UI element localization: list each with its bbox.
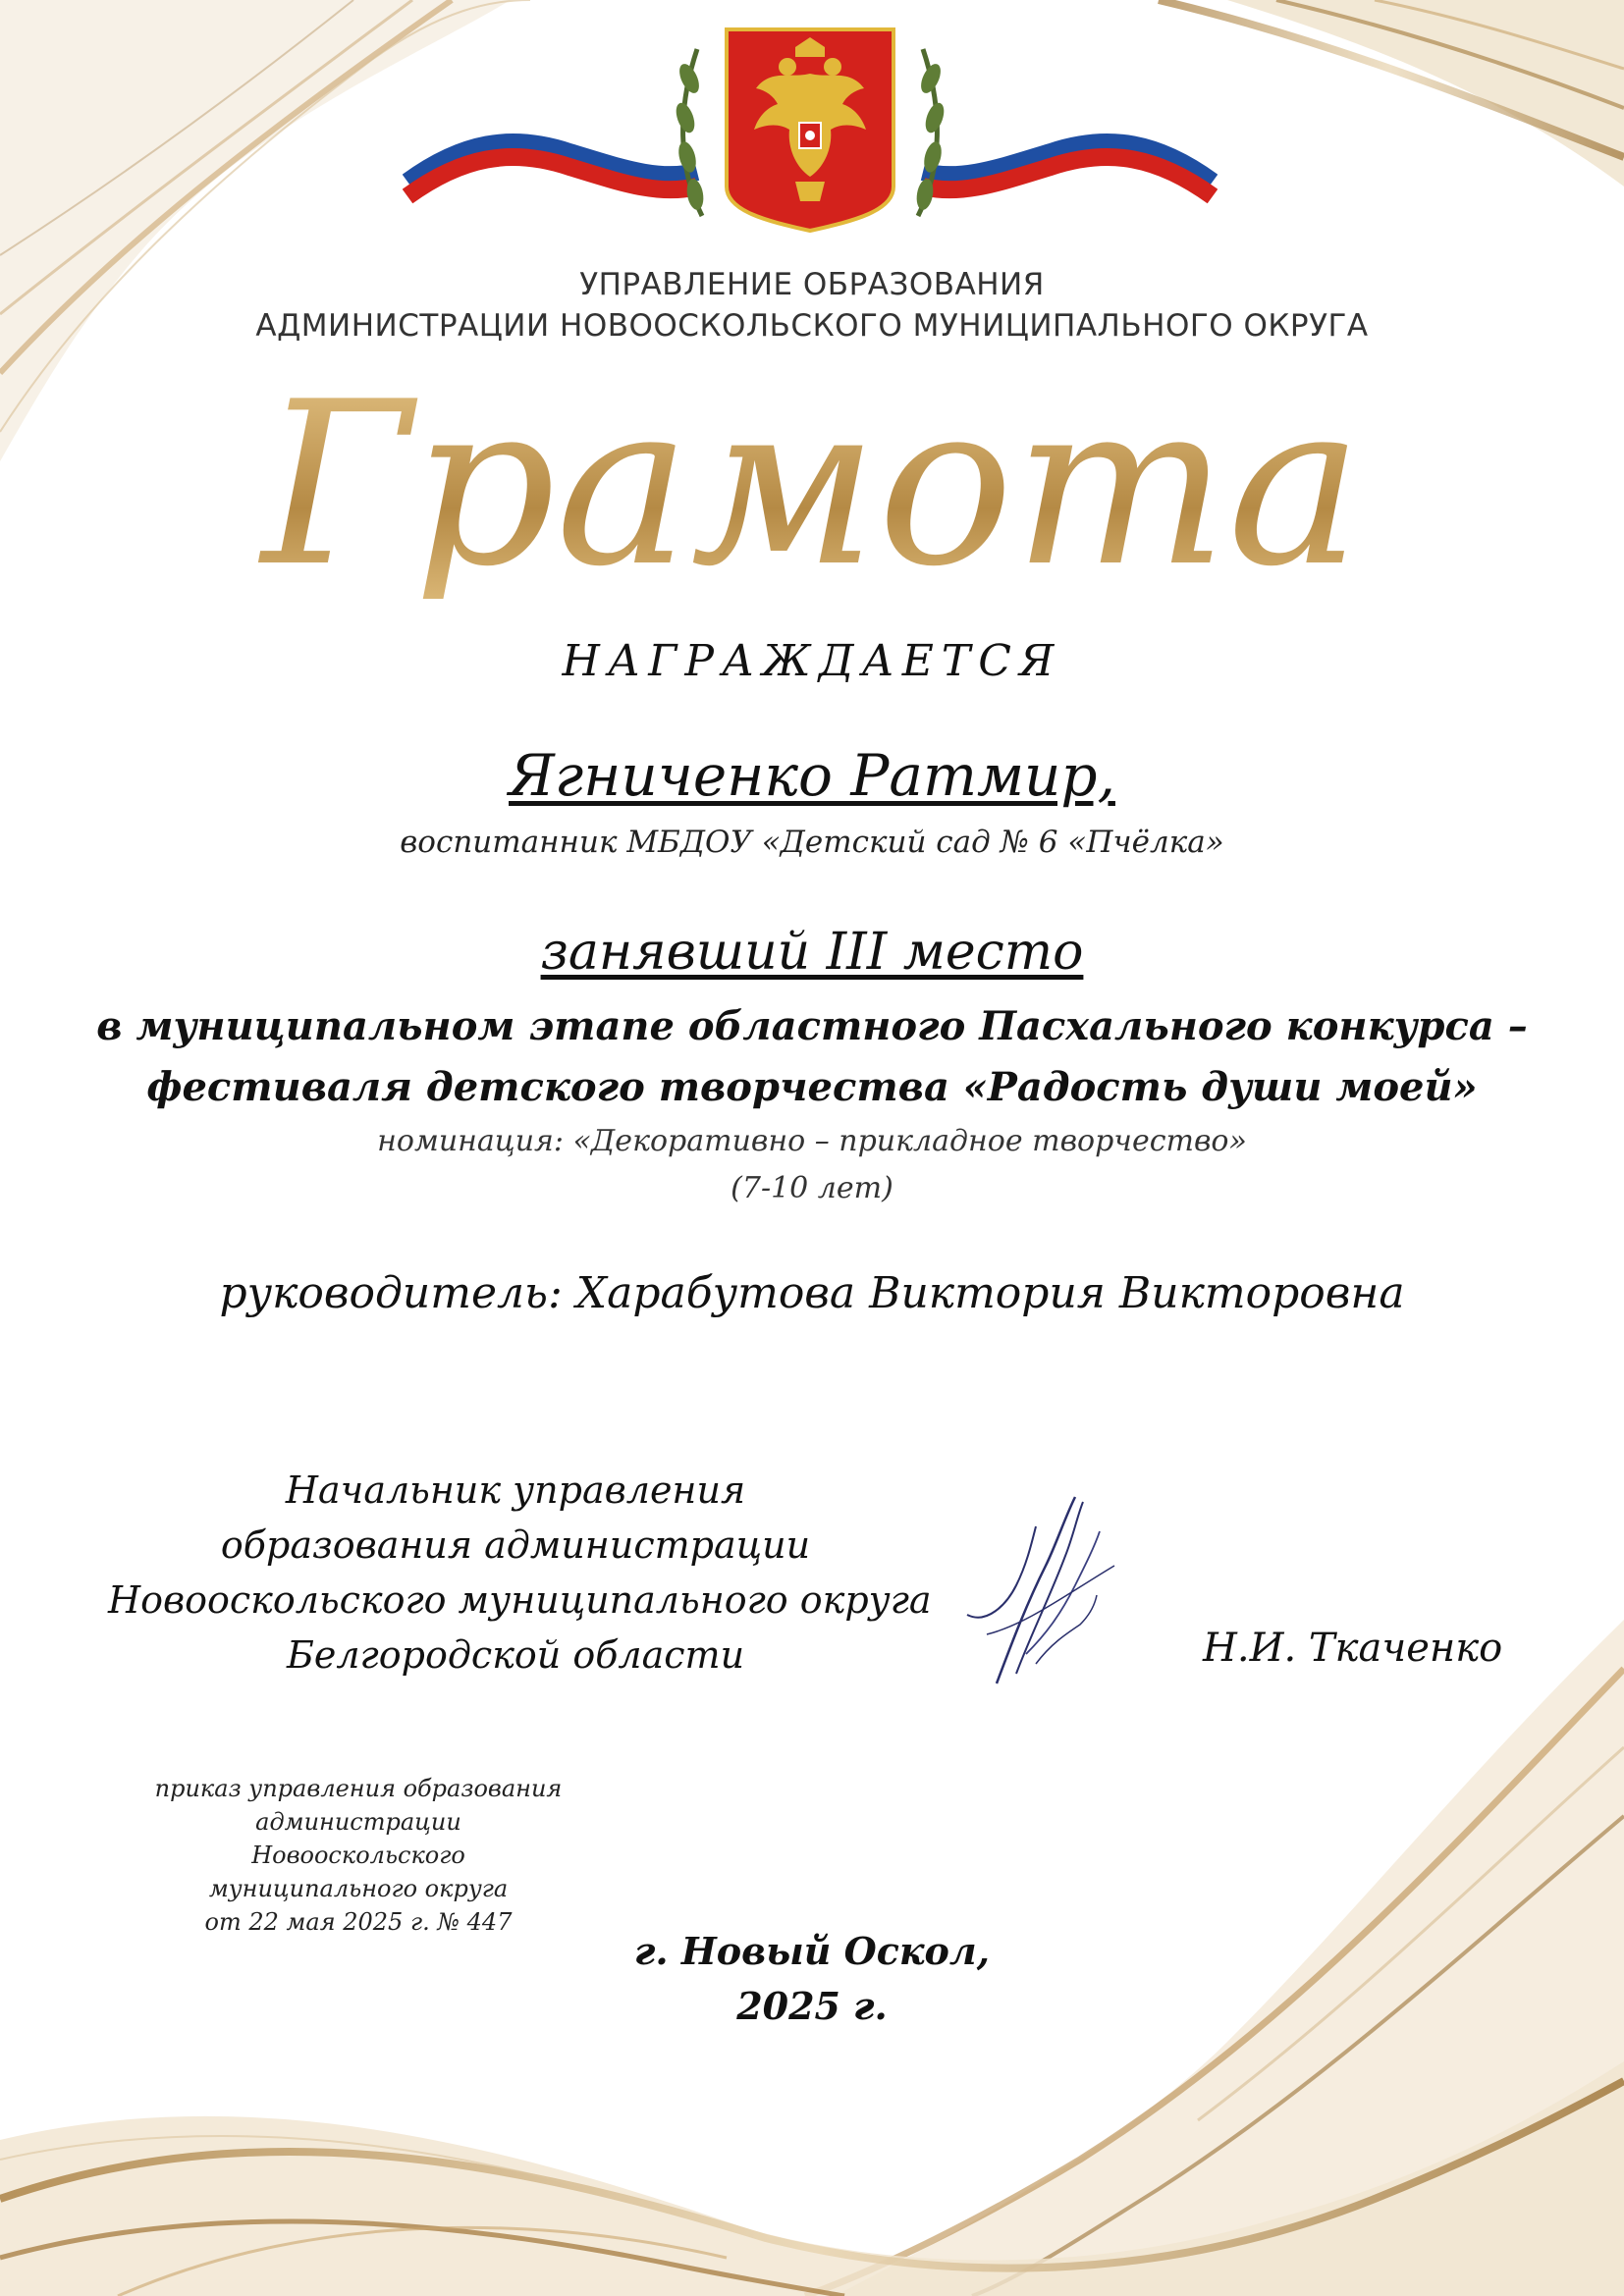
- signatory-position: [108, 1463, 932, 1682]
- recipient-name: Ягниченко Ратмир,: [509, 742, 1115, 809]
- order-line: администрации Новооскольского: [251, 1808, 465, 1869]
- age-group-text: (7-10 лет): [731, 1171, 893, 1205]
- order-line: от 22 мая 2025 г. № 447: [204, 1908, 513, 1936]
- order-reference: [147, 1772, 569, 1939]
- certificate-title: Грамота: [0, 373, 1624, 599]
- org-line-1: УПРАВЛЕНИЕ ОБРАЗОВАНИЯ: [579, 267, 1045, 302]
- recipient-description: воспитанник МБДОУ «Детский сад № 6 «Пчёлка»: [400, 825, 1224, 860]
- signatory-position-line: образования администрации: [220, 1523, 811, 1567]
- city-text: г. Новый Оскол,: [634, 1929, 990, 1973]
- order-line: приказ управления образования: [154, 1775, 563, 1802]
- place-text: занявший III место: [540, 923, 1084, 982]
- handwritten-signature: [957, 1487, 1134, 1693]
- contest-line-1: в муниципальном этапе областного Пасхального конкурса –: [96, 1003, 1528, 1049]
- contest-line-2: фестиваля детского творчества «Радость души моей»: [146, 1064, 1478, 1110]
- signatory-name: Н.И. Ткаченко: [1203, 1626, 1503, 1671]
- awarded-heading: НАГРАЖДАЕТСЯ: [562, 636, 1062, 686]
- org-line-2: АДМИНИСТРАЦИИ НОВООСКОЛЬСКОГО МУНИЦИПАЛЬНОГО ОКРУГА: [255, 308, 1369, 344]
- signatory-position-line: Начальник управления: [285, 1468, 746, 1512]
- year-text: 2025 г.: [736, 1984, 888, 2028]
- nomination-text: номинация: «Декоративно – прикладное творчество»: [377, 1124, 1247, 1158]
- order-line: муниципального округа: [208, 1875, 509, 1902]
- coat-of-arms-emblem: [403, 20, 1218, 245]
- signatory-position-line: Новооскольского муниципального округа: [108, 1578, 932, 1622]
- signatory-position-line: Белгородской области: [286, 1633, 745, 1677]
- place-date: [0, 1924, 1624, 2034]
- leader-text: руководитель: Харабутова Виктория Викторовна: [219, 1268, 1405, 1318]
